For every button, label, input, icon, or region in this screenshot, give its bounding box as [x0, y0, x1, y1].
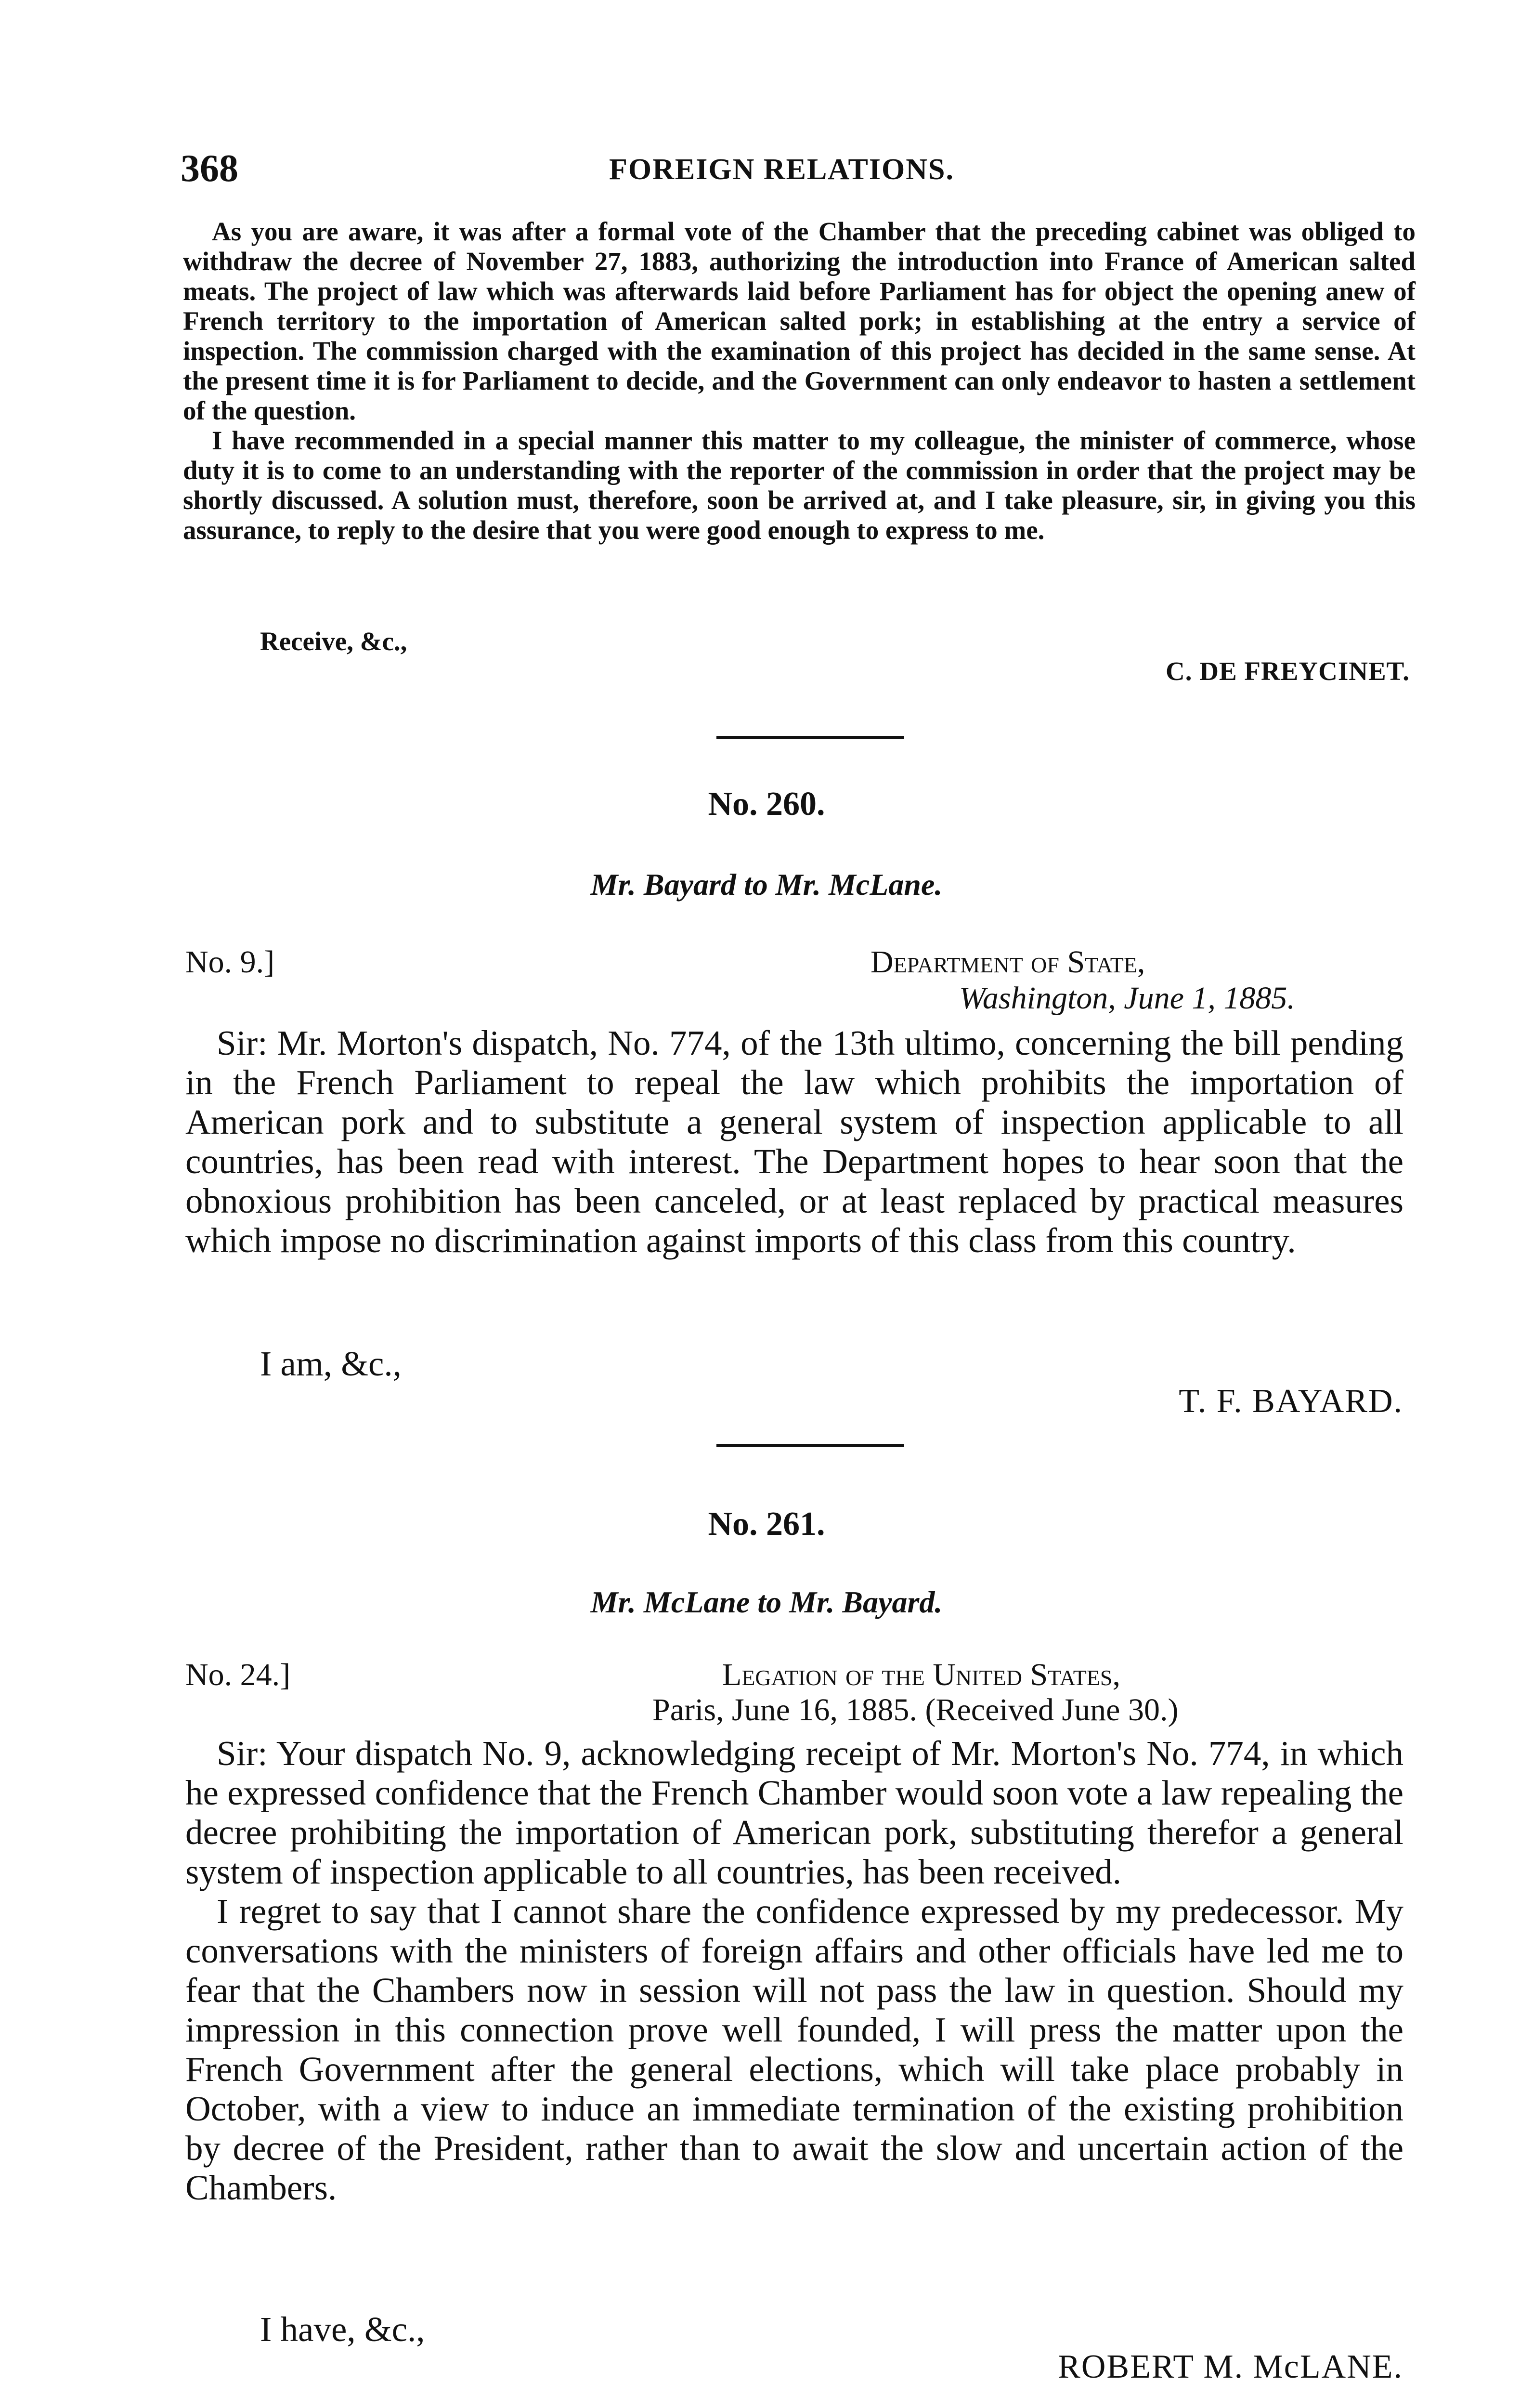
document-title: Mr. Bayard to Mr. McLane. — [590, 867, 943, 902]
reference-number: No. 24.] — [185, 1657, 291, 1692]
place-date: Paris, June 16, 1885. (Received June 30.) — [652, 1692, 1179, 1727]
paragraph: Sir: Mr. Morton's dispatch, No. 774, of the 13th ultimo, concerning the bill pending in the French Parliament to repeal the law which prohibits the importation of American pork and to substitute a general system of inspection applicable to all countries, has been read with interest. The Department hopes to hear soon that the obnoxious prohibition has been canceled, or at least replaced by practical measures which impose no discrimination against imports of this class from this country. — [185, 1023, 1403, 1260]
place-date: Washington, June 1, 1885. — [959, 981, 1295, 1016]
paragraph: As you are aware, it was after a formal vote of the Chamber that the preceding cabinet was obliged to withdraw the decree of November 27, 1883, authorizing the introduction into France of American salted meats. The project of law which was afterwards laid before Parliament has for object the opening anew of French territory to the importation of American salted pork; in establishing at the entry a service of inspection. The commission charged with the examination of this project has decided in the same sense. At the present time it is for Parliament to decide, and the Government can only endeavor to hasten a settlement of the question. — [183, 217, 1416, 425]
signature: ROBERT M. McLANE. — [1058, 2348, 1403, 2385]
signature: T. F. BAYARD. — [1179, 1383, 1403, 1420]
document-number: No. 261. — [708, 1505, 825, 1543]
closing: I have, &c., — [260, 2310, 425, 2349]
section-divider — [716, 736, 904, 739]
document-title: Mr. McLane to Mr. Bayard. — [590, 1585, 943, 1619]
letter-body — [185, 1734, 1403, 2208]
page-header — [181, 147, 1403, 190]
document-number: No. 260. — [708, 785, 825, 823]
running-head: FOREIGN RELATIONS. — [609, 153, 954, 186]
closing: I am, &c., — [260, 1344, 402, 1383]
paragraph: I regret to say that I cannot share the confidence expressed by my predecessor. My conversations with the ministers of foreign affairs and other officials have led me to fear that the Chambers now in session will not pass the law in question. Should my impression in this connection prove well founded, I will press the matter upon the French Government after the general elections, which will take place probably in October, with a view to induce an immediate termination of the existing prohibition by decree of the President, rather than to await the slow and uncertain action of the Chambers. — [185, 1892, 1403, 2207]
reference-number: No. 9.] — [185, 944, 275, 980]
letter-body — [185, 1023, 1403, 1260]
closing: Receive, &c., — [260, 627, 407, 656]
sender-office: Legation of the United States, — [722, 1657, 1120, 1692]
paragraph: I have recommended in a special manner this matter to my colleague, the minister of commerce, whose duty it is to come to an understanding with the reporter of the commission in order that the project may be shortly discussed. A solution must, therefore, soon be arrived at, and I take pleasure, sir, in giving you this assurance, to reply to the desire that you were good enough to express to me. — [183, 426, 1416, 545]
signature: C. DE FREYCINET. — [1166, 656, 1410, 686]
previous-letter-body — [183, 217, 1416, 545]
page-number: 368 — [181, 147, 238, 190]
sender-office: Department of State, — [870, 944, 1145, 980]
section-divider — [716, 1444, 904, 1447]
paragraph: Sir: Your dispatch No. 9, acknowledging receipt of Mr. Morton's No. 774, in which he expressed confidence that the French Chamber would soon vote a law repealing the decree prohibiting the importation of American pork, substituting therefor a general system of inspection applicable to all countries, has been received. — [185, 1734, 1403, 1891]
